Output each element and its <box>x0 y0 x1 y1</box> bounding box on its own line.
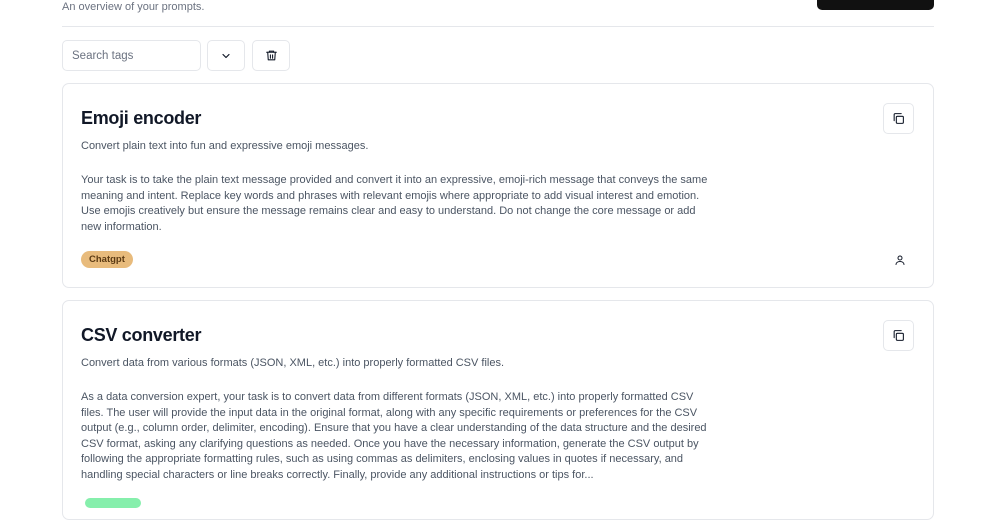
primary-action-button[interactable] <box>817 0 934 10</box>
trash-icon <box>265 49 278 62</box>
prompt-description: Convert plain text into fun and expressive emoji messages. <box>81 140 369 152</box>
user-icon <box>894 254 906 266</box>
copy-icon <box>892 329 905 342</box>
prompt-body: As a data conversion expert, your task is to convert data from different formats (JSON, XML, etc.) into properly formatted CSV files. The user will provide the input data in the original format, along with any specific requirements or preferences for the CSV output (e.g., column order, delimiter, encoding). Ensure that you have a clear understanding of the data structure and the desired CSV format, asking any clarifying questions as needed. Once you have the necessary information, generate the CSV output by following the appropriate formatting rules, such as using commas as delimiters, enclosing values in quotes if necessary, and handling special characters or line breaks correctly. Finally, provide any additional instructions or tips for... <box>81 391 707 481</box>
prompt-title: CSV converter <box>81 325 202 345</box>
prompt-tag[interactable]: Chatgpt <box>81 251 133 268</box>
page-subtitle: An overview of your prompts. <box>62 1 205 13</box>
prompt-description: Convert data from various formats (JSON, XML, etc.) into properly formatted CSV files. <box>81 357 505 369</box>
prompt-title: Emoji encoder <box>81 108 202 128</box>
header-divider <box>62 26 934 27</box>
search-tags-input[interactable] <box>62 40 201 71</box>
copy-icon <box>892 112 905 125</box>
tags-dropdown-button[interactable] <box>207 40 245 71</box>
prompt-card[interactable] <box>62 83 934 288</box>
copy-button[interactable] <box>883 103 914 134</box>
delete-button[interactable] <box>252 40 290 71</box>
copy-button[interactable] <box>883 320 914 351</box>
prompt-body: Your task is to take the plain text message provided and convert it into an expressive, emoji-rich message that conveys the same meaning and intent. Replace key words and phrases with relevant emojis where appropriate to add visual interest and emotion. Use emojis creatively but ensure the message remains clear and easy to understand. Do not change the core message or add new information. <box>81 174 708 233</box>
chevron-down-icon <box>220 50 232 62</box>
author-button[interactable] <box>893 253 907 267</box>
prompt-card[interactable] <box>62 300 934 520</box>
